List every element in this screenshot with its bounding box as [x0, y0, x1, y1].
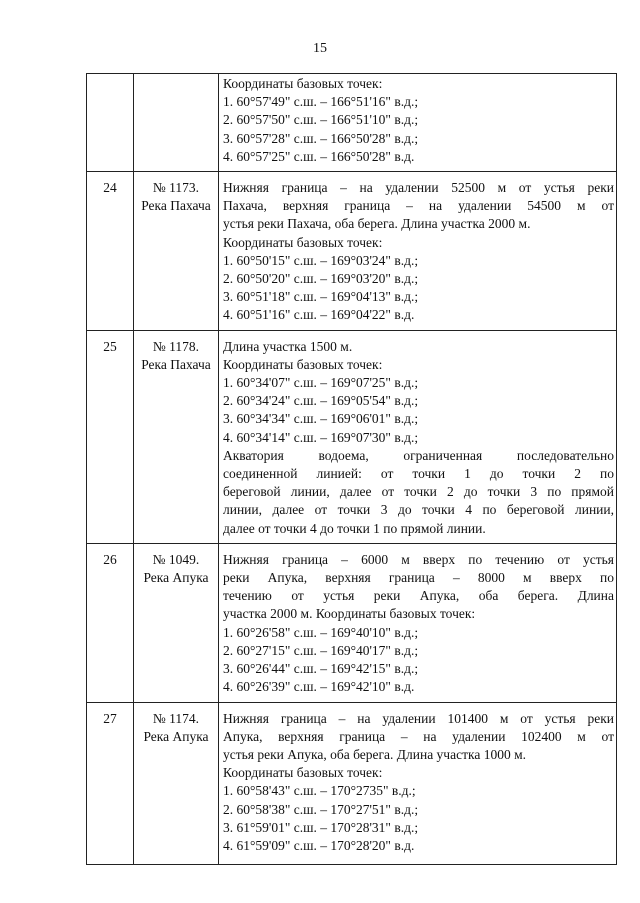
table-body [87, 74, 617, 865]
description-line: 4. 60°57'25" с.ш. – 166°50'28" в.д. [223, 148, 415, 164]
table-row [87, 172, 617, 331]
description-line: 1. 60°57'49" с.ш. – 166°51'16" в.д.; [223, 94, 419, 110]
description-line: 3. 60°51'18" с.ш. – 169°04'13" в.д.; [223, 289, 419, 305]
fishing-areas-table [86, 73, 617, 865]
description-line: Координаты базовых точек: [223, 765, 383, 781]
description-line: Длина участка 1500 м. [223, 338, 353, 354]
description-line: 1. 60°50'15" с.ш. – 169°03'24" в.д.; [223, 252, 419, 268]
river-name: Река Пахача [141, 198, 211, 214]
row-number-cell: 27 [87, 702, 134, 864]
description-line: Апука, верхняя граница – на удалении 102400 м от [223, 728, 614, 744]
river-name: Река Апука [143, 570, 209, 586]
description-line: 2. 60°57'50" с.ш. – 166°51'10" в.д.; [223, 112, 419, 128]
description-line: Координаты базовых точек: [223, 356, 383, 372]
boundary-description-cell [219, 172, 617, 331]
description-line: далее от точки 4 до точки 1 по прямой линии. [223, 520, 486, 536]
description-line: 3. 60°26'44" с.ш. – 169°42'15" в.д.; [223, 661, 419, 677]
table-row [87, 74, 617, 172]
row-number-cell: 25 [87, 330, 134, 543]
row-number-cell [87, 74, 134, 172]
object-number: № 1049. [152, 551, 200, 567]
description-line: 1. 60°26'58" с.ш. – 169°40'10" в.д.; [223, 624, 419, 640]
boundary-description-cell [219, 330, 617, 543]
description-line: 2. 60°27'15" с.ш. – 169°40'17" в.д.; [223, 642, 419, 658]
description-line: 2. 60°50'20" с.ш. – 169°03'20" в.д.; [223, 271, 419, 287]
description-line: 4. 61°59'09" с.ш. – 170°28'20" в.д. [223, 837, 415, 853]
table-row [87, 702, 617, 864]
water-object-cell [134, 74, 219, 172]
object-number: № 1173. [152, 180, 200, 196]
description-line: 1. 60°34'07" с.ш. – 169°07'25" в.д.; [223, 375, 419, 391]
description-line: 2. 60°34'24" с.ш. – 169°05'54" в.д.; [223, 393, 419, 409]
water-object-cell [134, 702, 219, 864]
description-line: реки Апука, верхняя граница – 8000 м вверх по [223, 570, 614, 586]
boundary-description-cell [219, 74, 617, 172]
description-line: 4. 60°51'16" с.ш. – 169°04'22" в.д. [223, 307, 415, 323]
description-line: Нижняя граница – на удалении 101400 м от устья реки [223, 710, 614, 726]
description-line: Пахача, верхняя граница – на удалении 54500 м от [223, 198, 614, 214]
description-line: течению от устья реки Апука, оба берега. Длина [223, 588, 614, 604]
description-line: 3. 60°57'28" с.ш. – 166°50'28" в.д.; [223, 130, 419, 146]
description-line: 2. 60°58'38" с.ш. – 170°27'51" в.д.; [223, 801, 419, 817]
description-line: Акватория водоема, ограниченная последовательно [223, 447, 614, 463]
description-line: Нижняя граница – 6000 м вверх по течению от устья [223, 551, 614, 567]
description-line: 3. 61°59'01" с.ш. – 170°28'31" в.д.; [223, 819, 419, 835]
water-object-cell [134, 543, 219, 702]
description-line: линии, далее от точки 3 до точки 4 по береговой линии, [223, 502, 614, 518]
river-name: Река Апука [143, 728, 209, 744]
boundary-description-cell [219, 702, 617, 864]
description-line: Нижняя граница – на удалении 52500 м от устья реки [223, 180, 614, 196]
description-line: участка 2000 м. Координаты базовых точек: [223, 606, 476, 622]
object-number: № 1178. [152, 338, 200, 354]
table-row [87, 330, 617, 543]
object-number: № 1174. [152, 710, 200, 726]
description-line: устья реки Пахача, оба берега. Длина участка 2000 м. [223, 216, 531, 232]
description-line: 4. 60°34'14" с.ш. – 169°07'30" в.д.; [223, 429, 419, 445]
description-line: соединенной линией: от точки 1 до точки 2 по [223, 466, 614, 482]
description-line: Координаты базовых точек: [223, 76, 383, 91]
description-line: береговой линии, далее от точки 2 до точки 3 по прямой [223, 484, 614, 500]
table-row [87, 543, 617, 702]
row-number-cell: 24 [87, 172, 134, 331]
description-line: устья реки Апука, оба берега. Длина участка 1000 м. [223, 746, 526, 762]
description-line: 3. 60°34'34" с.ш. – 169°06'01" в.д.; [223, 411, 419, 427]
river-name: Река Пахача [141, 356, 211, 372]
description-line: 1. 60°58'43" с.ш. – 170°2735" в.д.; [223, 783, 416, 799]
water-object-cell [134, 172, 219, 331]
row-number-cell: 26 [87, 543, 134, 702]
water-object-cell [134, 330, 219, 543]
page-number: 15 [313, 41, 327, 56]
description-line: Координаты базовых точек: [223, 234, 383, 250]
description-line: 4. 60°26'39" с.ш. – 169°42'10" в.д. [223, 679, 415, 695]
boundary-description-cell [219, 543, 617, 702]
